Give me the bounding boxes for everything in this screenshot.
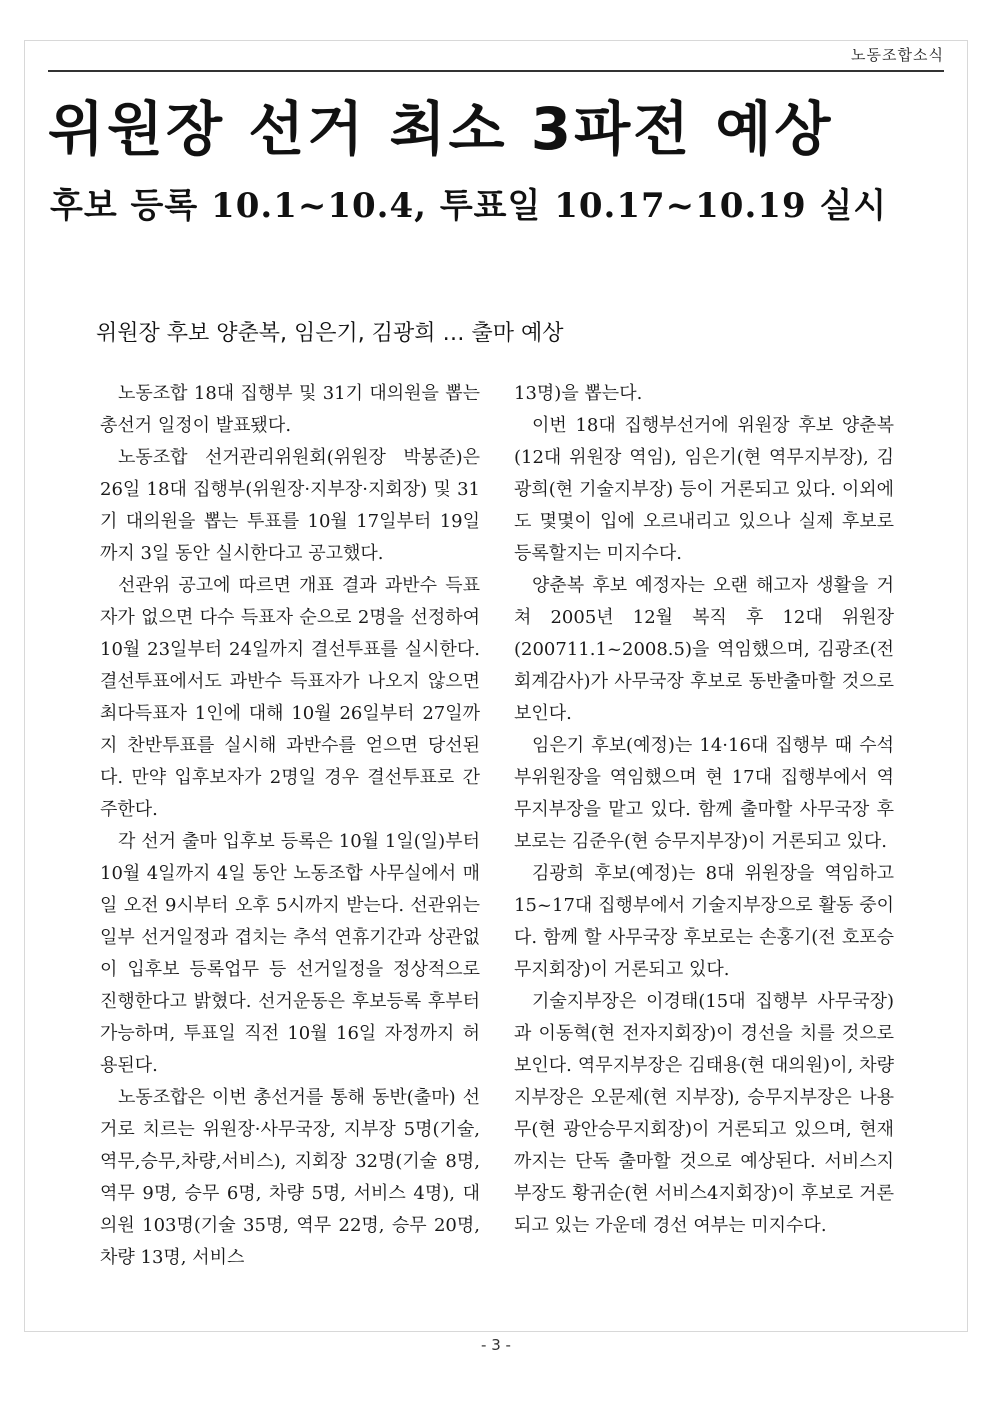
- paragraph: 이번 18대 집행부선거에 위원장 후보 양춘복(12대 위원장 역임), 임은기(현 역무지부장), 김광희(현 기술지부장) 등이 거론되고 있다. 이외에도 몇몇이 입에 오르내리고 있으나 실제 후보로 등록할지는 미지수다.: [514, 415, 894, 564]
- paragraph: 김광희 후보(예정)는 8대 위원장을 역임하고 15~17대 집행부에서 기술지부장으로 활동 중이다. 함께 할 사무국장 후보로는 손홍기(전 호포승무지회장)이 거론되고 있다.: [514, 863, 894, 980]
- paragraph: 노동조합 18대 집행부 및 31기 대의원을 뽑는 총선거 일정이 발표됐다.: [100, 383, 480, 436]
- running-header: 노동조합소식: [851, 46, 944, 64]
- header-rule: [48, 70, 944, 72]
- paragraph: 기술지부장은 이경태(15대 집행부 사무국장)과 이동혁(현 전자지회장)이 경선을 치를 것으로 보인다. 역무지부장은 김태용(현 대의원)이, 차량지부장은 오문제(현 지부장), 승무지부장은 나용무(현 광안승무지회장)이 거론되고 있으며, 현재까지는 단독 출마할 것으로 예상된다. 서비스지부장도 황귀순(현 서비스4지회장)이 후보로 거론되고 있는 가운데 경선 여부는 미지수다.: [514, 991, 894, 1236]
- paragraph: 각 선거 출마 입후보 등록은 10월 1일(일)부터 10월 4일까지 4일 동안 노동조합 사무실에서 매일 오전 9시부터 오후 5시까지 받는다. 선관위는 일부 선거일정과 겹치는 추석 연휴기간과 상관없이 입후보 등록업무 등 선거일정을 정상적으로 진행한다고 밝혔다. 선거운동은 후보등록 후부터 가능하며, 투표일 직전 10월 16일 자정까지 허용된다.: [100, 831, 480, 1076]
- paragraph: 노동조합은 이번 총선거를 통해 동반(출마) 선거로 치르는 위원장·사무국장, 지부장 5명(기술,역무,승무,차량,서비스), 지회장 32명(기술 8명, 역무 9명, 승무 6명, 차량 5명, 서비스 4명), 대의원 103명(기술 35명, 역무 22명, 승무 20명, 차량 13명, 서비스: [100, 1087, 480, 1268]
- paragraph: 양춘복 후보 예정자는 오랜 해고자 생활을 거쳐 2005년 12월 복직 후 12대 위원장(200711.1~2008.5)을 역임했으며, 김광조(전 회계감사)가 사무국장 후보로 동반출마할 것으로 보인다.: [514, 575, 894, 724]
- paragraph: 선관위 공고에 따르면 개표 결과 과반수 득표자가 없으면 다수 득표자 순으로 2명을 선정하여 10월 23일부터 24일까지 결선투표를 실시한다. 결선투표에서도 과반수 득표자가 나오지 않으면 최다득표자 1인에 대해 10월 26일부터 27일까지 찬반투표를 실시해 과반수를 얻으면 당선된다. 만약 입후보자가 2명일 경우 결선투표로 간주한다.: [100, 575, 480, 820]
- paragraph-continuation: 13명)을 뽑는다.: [514, 383, 643, 404]
- paragraph: 임은기 후보(예정)는 14·16대 집행부 때 수석부위원장을 역임했으며 현 17대 집행부에서 역무지부장을 맡고 있다. 함께 출마할 사무국장 후보로는 김준우(현 승무지부장)이 거론되고 있다.: [514, 735, 894, 852]
- page-number: - 3 -: [481, 1336, 511, 1354]
- section-title: 위원장 후보 양춘복, 임은기, 김광희 … 출마 예상: [96, 321, 564, 346]
- paragraph: 노동조합 선거관리위원회(위원장 박봉준)은 26일 18대 집행부(위원장·지부장·지회장) 및 31기 대의원을 뽑는 투표를 10월 17일부터 19일까지 3일 동안 실시한다고 공고했다.: [100, 447, 480, 564]
- right-column: [514, 378, 894, 1242]
- left-column: [100, 378, 480, 1274]
- subheadline: 후보 등록 10.1~10.4, 투표일 10.17~10.19 실시: [50, 186, 888, 226]
- headline: 위원장 선거 최소 3파전 예상: [48, 95, 834, 163]
